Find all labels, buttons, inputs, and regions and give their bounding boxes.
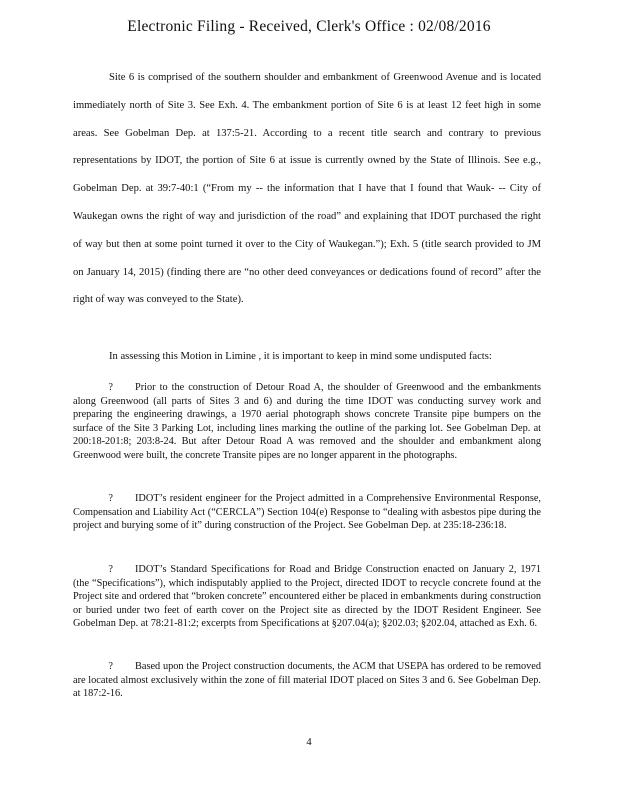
bullet-marker: ? <box>108 382 113 393</box>
page-number: 4 <box>306 737 312 748</box>
fact-bullet-3 <box>73 563 541 631</box>
paragraph-site-6-text: Site 6 is comprised of the southern shoulder and embankment of Greenwood Avenue and is located immediately north of Site 3. See Exh. 4. The embankment portion of Site 6 is at least 12 feet high in some areas. See Gobelman Dep. at 137:5-21. According to a recent title search and contrary to previous representations by IDOT, the portion of Site 6 at issue is currently owned by the State of Illinois. See e.g., Gobelman Dep. at 39:7-40:1 (“From my -- the information that I have that I found that Wauk- -- City of Waukegan owns the right of way and jurisdiction of the road” and explaining that IDOT purchased the right of way but then at some point turned it over to the City of Waukegan.”); Exh. 5 (title search provided to JM on January 14, 2015) (finding there are “no other deed conveyances or dedications found of record” after the right of way was conveyed to the State). <box>73 72 541 306</box>
bullet-marker: ? <box>108 661 113 672</box>
fact-bullet-2 <box>73 492 541 533</box>
paragraph-assessing <box>73 343 541 371</box>
fact-bullet-1 <box>73 381 541 463</box>
filing-stamp-header: Electronic Filing - Received, Clerk's Office : 02/08/2016 <box>127 18 491 35</box>
bullet-marker: ? <box>108 493 113 504</box>
fact-bullet-4-text: Based upon the Project construction documents, the ACM that USEPA has ordered to be removed are located almost exclusively within the zone of fill material IDOT placed on Sites 3 and 6. See Gobelman Dep. at 187:2-16. <box>73 661 541 700</box>
paragraph-site-6 <box>73 64 541 314</box>
fact-bullet-2-text: IDOT’s resident engineer for the Project admitted in a Comprehensive Environmental Response, Compensation and Liability Act (“CERCLA”) Section 104(e) Response to “dealing with asbestos pipe during the project and burying some of it” during construction of the Project. See Gobelman Dep. at 235:18-236:18. <box>73 493 541 532</box>
bullet-marker: ? <box>108 564 113 575</box>
fact-bullet-4 <box>73 660 541 701</box>
fact-bullet-3-text: IDOT’s Standard Specifications for Road and Bridge Construction enacted on January 2, 1971 (the “Specifications”), which indisputably applied to the Project, directed IDOT to recycle concrete found at the Project site and ordered that “broken concrete” encountered either be placed in embankments during construction or buried under two feet of earth cover on the Project site as directed by the IDOT Resident Engineer. See Gobelman Dep. at 78:21-81:2; excerpts from Specifications at §207.04(a); §202.03; §202.04, attached as Exh. 6. <box>73 564 541 630</box>
fact-bullet-1-text: Prior to the construction of Detour Road A, the shoulder of Greenwood and the embankments along Greenwood (all parts of Sites 3 and 6) and during the time IDOT was conducting survey work and preparing the engineering drawings, a 1970 aerial photograph shows concrete Transite pipe bumpers on the surface of the Site 3 Parking Lot, including lines marking the outline of the parking lot. See Gobelman Dep. at 200:18-201:8; 203:8-24. But after Detour Road A was removed and the shoulder and embankment along Greenwood were built, the concrete Transite pipes are no longer apparent in the photographs. <box>73 382 541 461</box>
paragraph-assessing-text: In assessing this Motion in Limine , it is important to keep in mind some undisputed facts: <box>109 351 492 362</box>
